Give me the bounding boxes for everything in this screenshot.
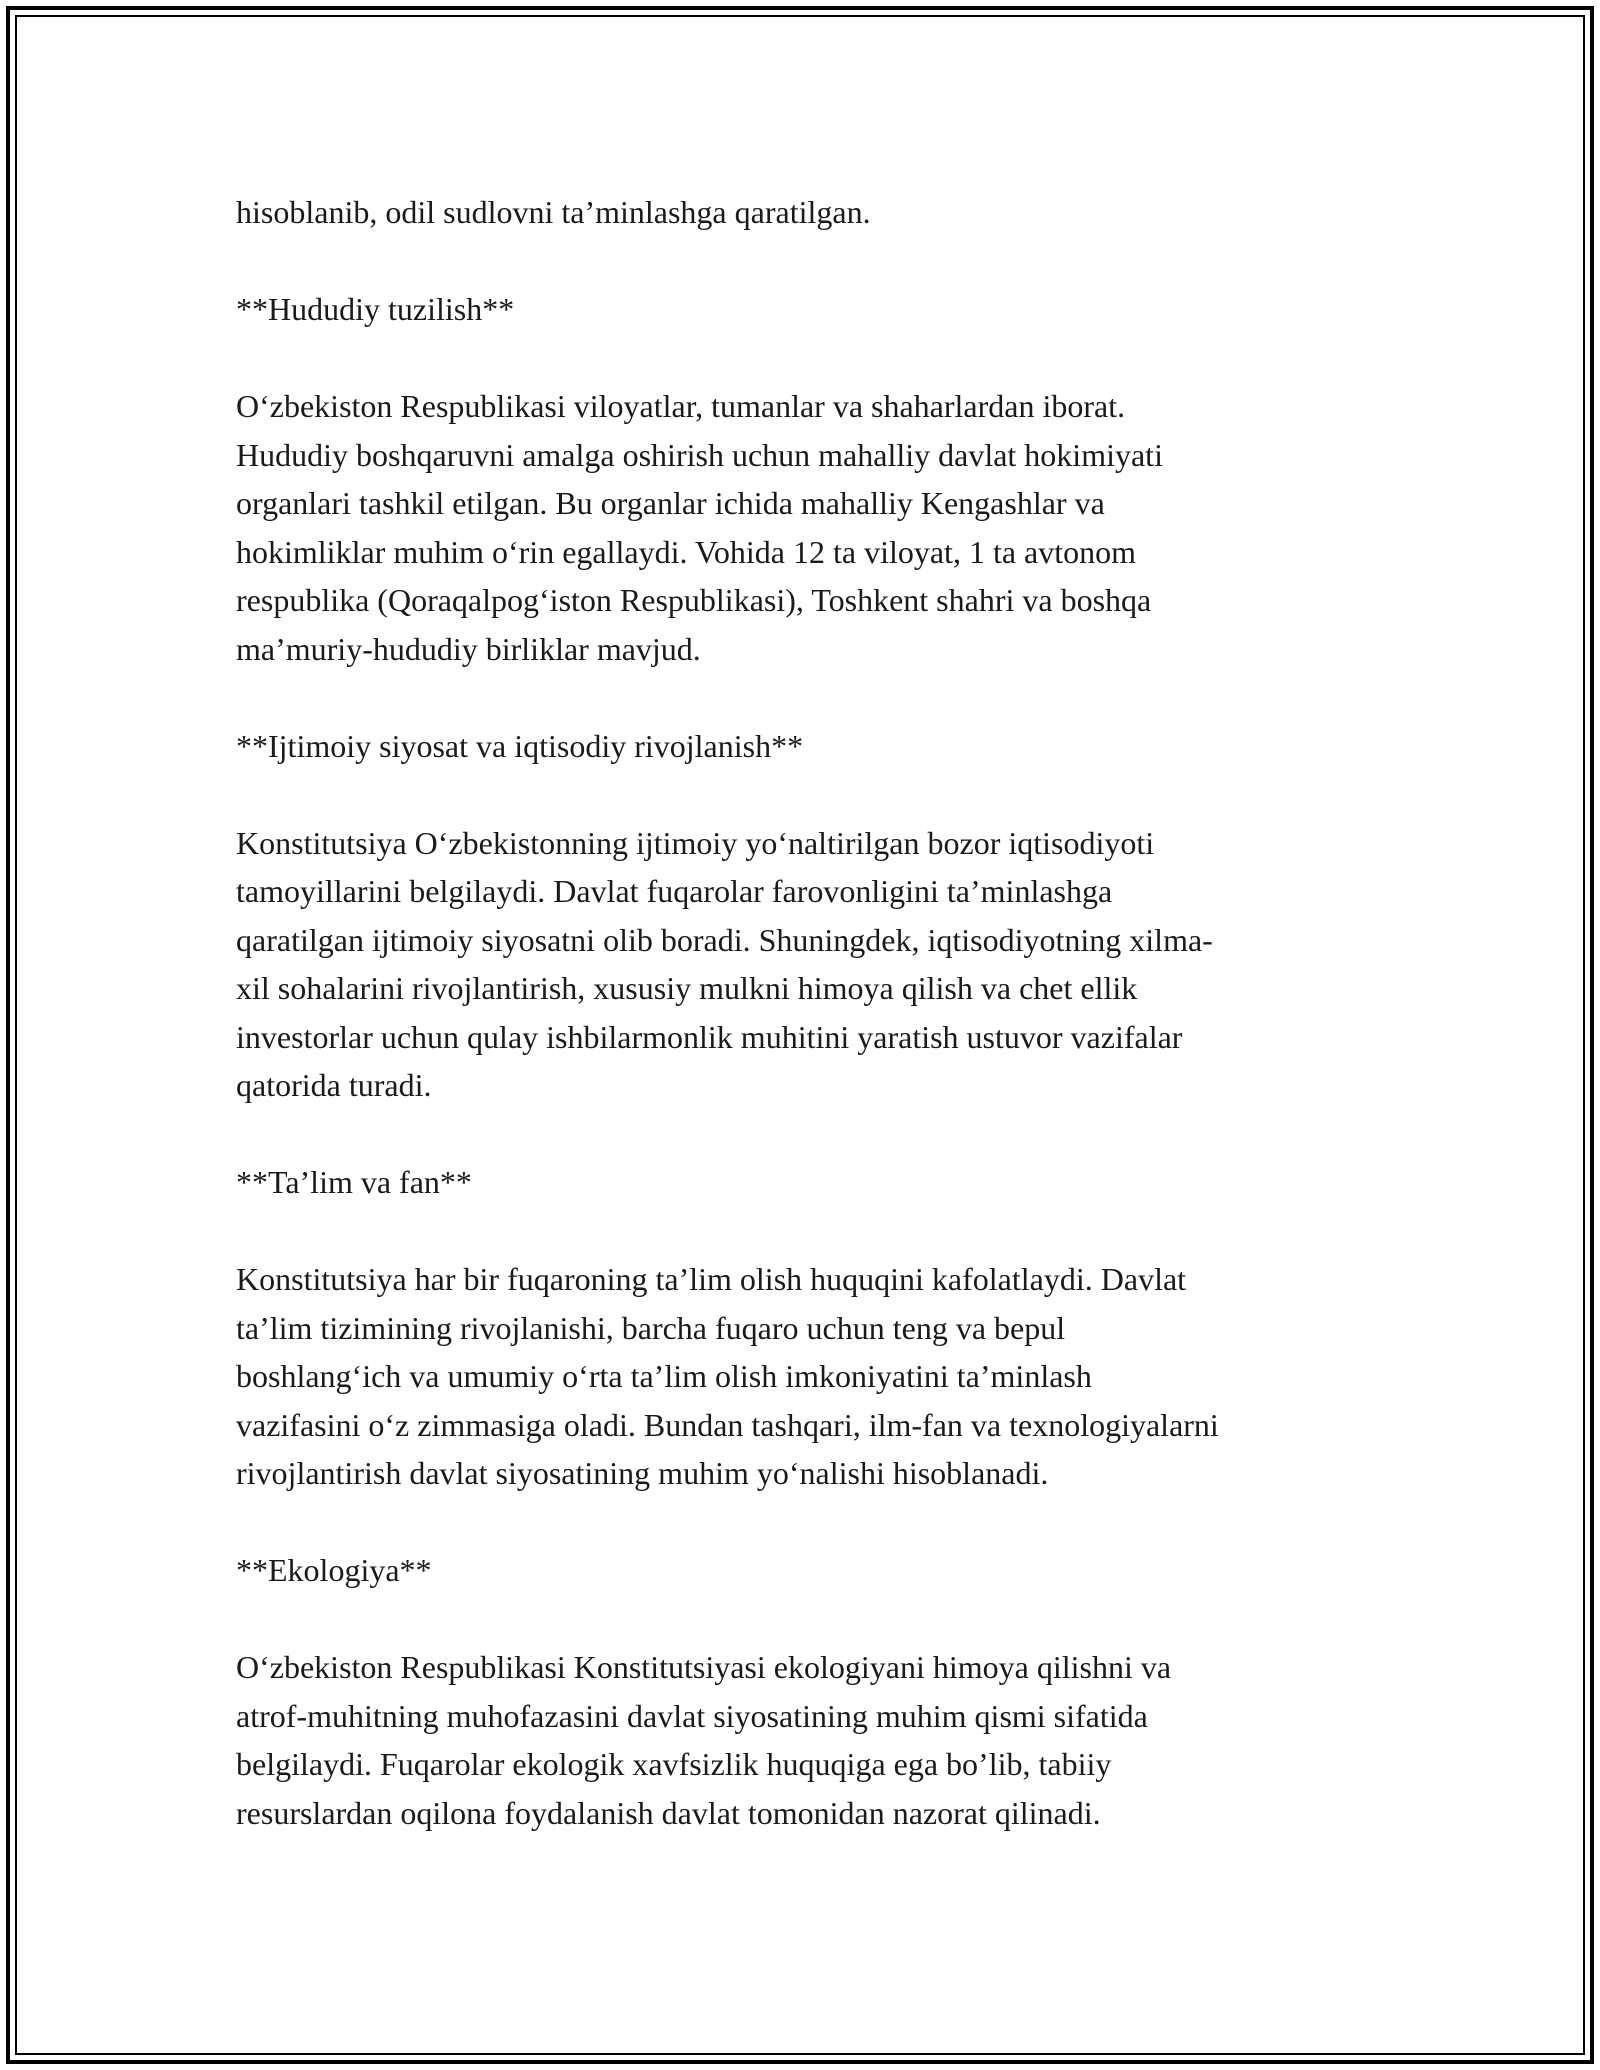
text-line: ma’muriy-hududiy birliklar mavjud. — [236, 630, 701, 667]
text-line: O‘zbekiston Respublikasi viloyatlar, tumanlar va shaharlardan iborat. — [236, 388, 1126, 424]
text-line: organlari tashkil etilgan. Bu organlar ichida mahalliy Kengashlar va — [236, 485, 1105, 521]
section-heading — [236, 1158, 1376, 1207]
heading-text: **Ekologiya** — [236, 1552, 432, 1588]
document-body — [236, 188, 1376, 1837]
text-line: Hududiy boshqaruvni amalga oshirish uchun mahalliy davlat hokimiyati — [236, 436, 1163, 473]
text-line: O‘zbekiston Respublikasi Konstitutsiyasi ekologiyani himoya qilishni va — [236, 1649, 1172, 1685]
heading-text: **Hududiy tuzilish** — [236, 291, 515, 327]
text-line: hokimliklar muhim o‘rin egallaydi. Vohida 12 ta viloyat, 1 ta avtonom — [236, 533, 1137, 570]
paragraph — [236, 819, 1376, 1110]
text-line: respublika (Qoraqalpog‘iston Respublikasi), Toshkent shahri va boshqa — [236, 582, 1152, 618]
heading-text: **Ta’lim va fan** — [236, 1164, 472, 1200]
paragraph — [236, 382, 1376, 673]
text-line: Konstitutsiya O‘zbekistonning ijtimoiy yo‘naltirilgan bozor iqtisodiyoti — [236, 824, 1155, 861]
paragraph — [236, 188, 1376, 237]
text-line: rivojlantirish davlat siyosatining muhim yo‘nalishi hisoblanadi. — [236, 1455, 1049, 1491]
paragraph — [236, 1255, 1376, 1498]
text-line: boshlang‘ich va umumiy o‘rta ta’lim olish imkoniyatini ta’minlash — [236, 1358, 1092, 1394]
text-line: resurslardan oqilona foydalanish davlat tomonidan nazorat qilinadi. — [236, 1794, 1101, 1831]
heading-text: **Ijtimoiy siyosat va iqtisodiy rivojlanish** — [236, 727, 804, 764]
text-line: investorlar uchun qulay ishbilarmonlik muhitini yaratish ustuvor vazifalar — [236, 1018, 1183, 1055]
text-line: tamoyillarini belgilaydi. Davlat fuqarolar farovonligini ta’minlashga — [236, 873, 1113, 909]
text-line: qaratilgan ijtimoiy siyosatni olib boradi. Shuningdek, iqtisodiyotning xilma- — [236, 921, 1213, 958]
text-line: ta’lim tizimining rivojlanishi, barcha fuqaro uchun teng va bepul — [236, 1309, 1066, 1346]
section-heading — [236, 285, 1376, 334]
text-line: hisoblanib, odil sudlovni ta’minlashga qaratilgan. — [236, 194, 871, 230]
section-heading — [236, 722, 1376, 771]
text-line: xil sohalarini rivojlantirish, xususiy mulkni himoya qilish va chet ellik — [236, 970, 1138, 1006]
paragraph — [236, 1643, 1376, 1837]
text-line: Konstitutsiya har bir fuqaroning ta’lim olish huquqini kafolatlaydi. Davlat — [236, 1261, 1187, 1297]
section-heading — [236, 1546, 1376, 1595]
text-line: belgilaydi. Fuqarolar ekologik xavfsizlik huquqiga ega bo’lib, tabiiy — [236, 1746, 1112, 1782]
text-line: vazifasini o‘z zimmasiga oladi. Bundan tashqari, ilm-fan va texnologiyalarni — [236, 1406, 1219, 1443]
text-line: qatorida turadi. — [236, 1067, 432, 1103]
text-line: atrof-muhitning muhofazasini davlat siyosatining muhim qismi sifatida — [236, 1697, 1148, 1734]
